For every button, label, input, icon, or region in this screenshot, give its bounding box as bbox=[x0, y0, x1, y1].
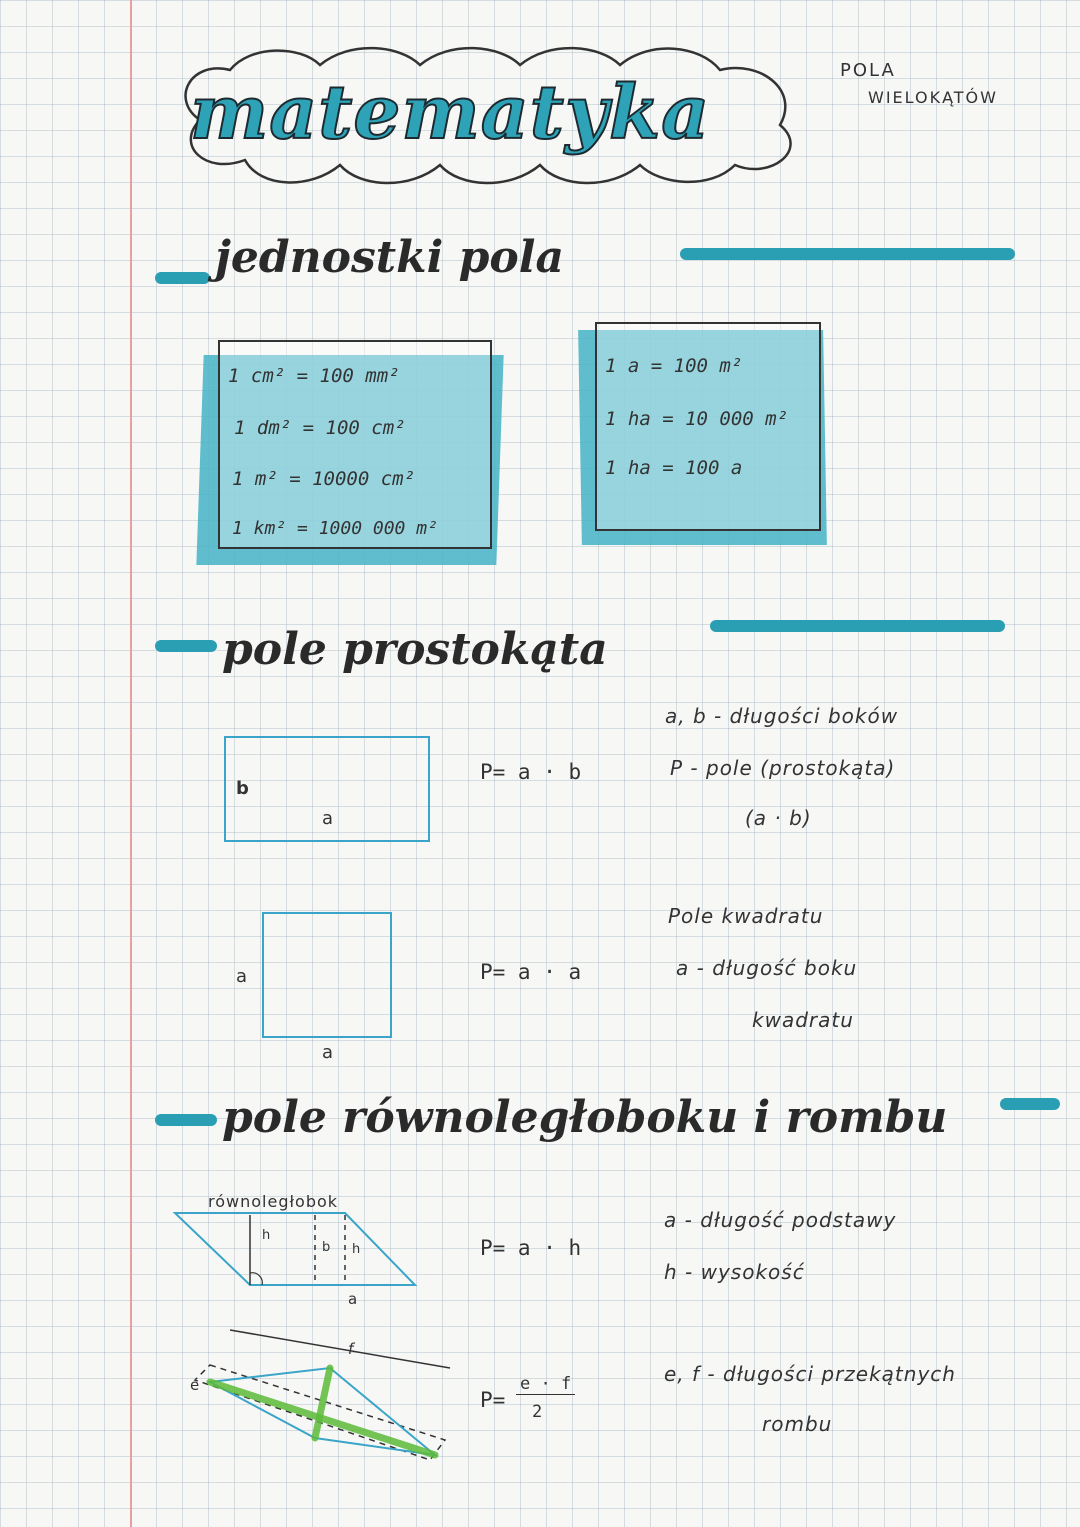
subtitle-line-1: POLA bbox=[840, 60, 896, 81]
parallelogram-formula: P= a · h bbox=[480, 1236, 582, 1260]
rectangle-formula: P= a · b bbox=[480, 760, 582, 784]
unit-row: 1 dm² = 100 cm² bbox=[234, 417, 406, 439]
rect-side-a-label: a bbox=[322, 808, 334, 829]
rect-side-b-label: b bbox=[236, 778, 249, 799]
parallelogram-drawing bbox=[170, 1205, 430, 1295]
unit-row: 1 km² = 1000 000 m² bbox=[232, 518, 438, 539]
heading-underline-right bbox=[680, 248, 1015, 260]
parallelogram-caption: równoległobok bbox=[208, 1192, 339, 1211]
square-note: kwadratu bbox=[752, 1008, 854, 1032]
subtitle-line-2: WIELOKĄTÓW bbox=[868, 88, 998, 107]
page-margin-line bbox=[130, 0, 132, 1527]
rectangle-note: P - pole (prostokąta) bbox=[670, 756, 896, 780]
heading-underline-left bbox=[155, 640, 217, 652]
unit-row: 1 a = 100 m² bbox=[605, 355, 743, 377]
rhombus-note: rombu bbox=[762, 1412, 833, 1436]
rectangle-note: (a · b) bbox=[745, 806, 812, 830]
heading-underline-right bbox=[1000, 1098, 1060, 1110]
rhombus-formula-denominator: 2 bbox=[532, 1402, 543, 1422]
parallelogram-h-label: h bbox=[262, 1228, 271, 1243]
square-shape bbox=[262, 912, 392, 1038]
section-heading-rectangle: pole prostokąta bbox=[222, 624, 608, 675]
square-formula: P= a · a bbox=[480, 960, 582, 984]
square-note: Pole kwadratu bbox=[668, 904, 824, 928]
section-heading-units: jednostki pola bbox=[215, 232, 564, 283]
parallelogram-a-label: a bbox=[348, 1290, 358, 1308]
parallelogram-note: h - wysokość bbox=[664, 1260, 805, 1284]
parallelogram-b-label: b bbox=[322, 1240, 331, 1255]
square-side-bottom-label: a bbox=[322, 1042, 334, 1063]
unit-row: 1 m² = 10000 cm² bbox=[232, 468, 416, 490]
section-heading-parallelogram: pole równoległoboku i rombu bbox=[222, 1092, 948, 1143]
unit-row: 1 ha = 10 000 m² bbox=[605, 408, 789, 430]
unit-row: 1 ha = 100 a bbox=[605, 457, 743, 479]
heading-underline-left bbox=[155, 272, 210, 284]
rhombus-drawing bbox=[180, 1320, 470, 1470]
rectangle-note: a, b - długości boków bbox=[665, 704, 899, 728]
heading-underline-right bbox=[710, 620, 1005, 632]
square-note: a - długość boku bbox=[676, 956, 858, 980]
square-side-left-label: a bbox=[236, 966, 248, 987]
page-title: matematyka bbox=[190, 70, 711, 156]
unit-row: 1 cm² = 100 mm² bbox=[228, 365, 400, 387]
rhombus-f-label: f bbox=[348, 1340, 354, 1358]
rhombus-formula-numerator: e · f bbox=[516, 1374, 575, 1395]
parallelogram-note: a - długość podstawy bbox=[664, 1208, 897, 1232]
rhombus-formula-lhs: P= bbox=[480, 1388, 506, 1412]
rhombus-note: e, f - długości przekątnych bbox=[664, 1362, 956, 1386]
parallelogram-h-label: h bbox=[352, 1242, 361, 1257]
heading-underline-left bbox=[155, 1114, 217, 1126]
rhombus-e-label: e bbox=[190, 1376, 200, 1394]
